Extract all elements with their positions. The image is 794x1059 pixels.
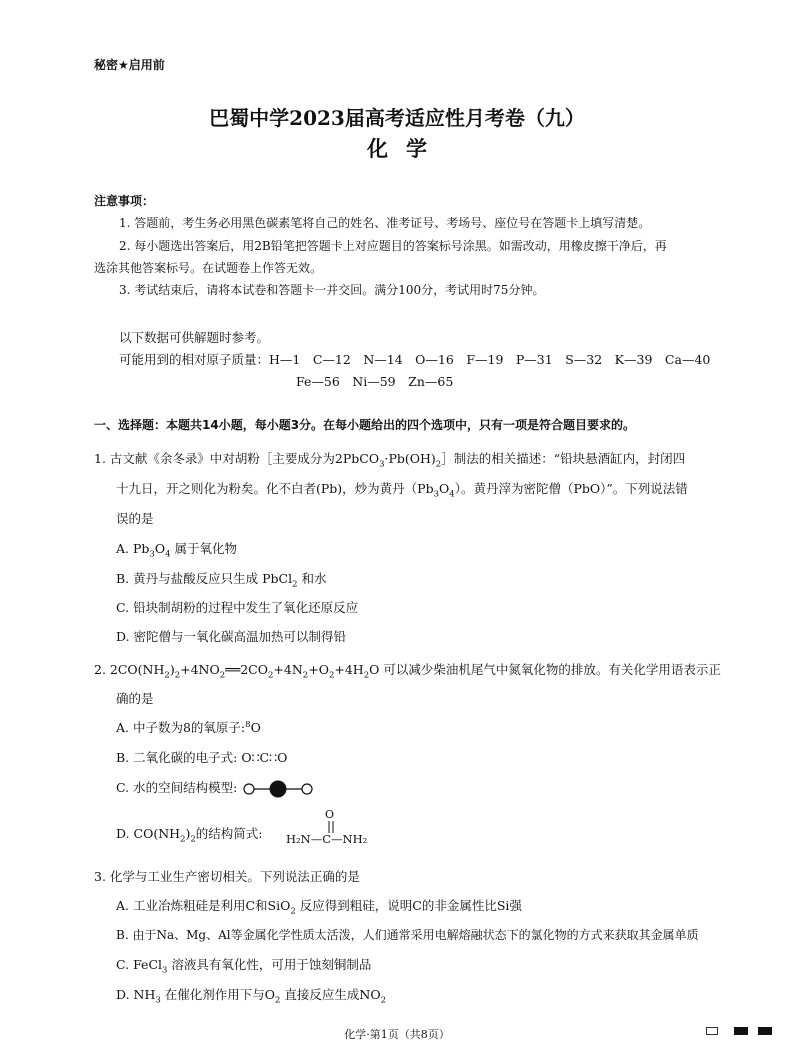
q1-option-a: A. $Pb_3O_4$ 属于氧化物 bbox=[116, 541, 237, 560]
q3-option-b: B. 由于Na、Mg、Al等金属化学性质太活泼，人们通常采用电解熔融状态下的氯化物的方式来获取其金属单质 bbox=[116, 928, 699, 942]
filled-square-icon bbox=[758, 1027, 772, 1035]
q3-option-c: C. FeCl$_3$ 溶液具有氧化性，可用于蚀刻铜制品 bbox=[116, 957, 372, 976]
q3-option-d: D. $NH_3$ 在催化剂作用下与$O_2$ 直接反应生成$NO_2$ bbox=[116, 987, 387, 1006]
q1-stem-line1: 1. 古文献《余冬录》中对胡粉［主要成分为$2PbCO_3\cdot Pb(OH)_2]$制法的相关描述：“铅块悬酒缸内，封闭四 bbox=[94, 451, 686, 470]
q1-option-c: C. 铅块制胡粉的过程中发生了氧化还原反应 bbox=[116, 600, 359, 615]
section-heading: 一、选择题：本题共14小题，每小题3分。在每小题给出的四个选项中，只有一项是符合题目要求的。 bbox=[94, 418, 636, 432]
q2-stem-line1: 2. $2CO(NH_2)_2+4NO_2══2CO_2+4N_2+O_2+4H_2O$ 可以减少柴油机尾气中氮氧化物的排放。有关化学用语表示正 bbox=[94, 662, 721, 681]
notice-item-cont: 选涂其他答案标号。在试题卷上作答无效。 bbox=[94, 261, 323, 275]
exam-title: 巴蜀中学2023届高考适应性月考卷（九） bbox=[209, 106, 585, 130]
co2-electron-formula: O∷C∷O bbox=[241, 750, 288, 765]
q1-option-d: D. 密陀僧与一氧化碳高温加热可以制得铅 bbox=[116, 629, 347, 644]
q3-stem: 3. 化学与工业生产密切相关。下列说法正确的是 bbox=[94, 869, 360, 884]
q1-stem-line2: 十九日，开之则化为粉矣。化不白者(Pb)，炒为黄丹$(Pb_3O_4)$。黄丹滓为密陀僧（PbO）”。下列说法错 bbox=[116, 481, 688, 500]
urea-structure: H₂N—C—NH₂ bbox=[286, 832, 368, 846]
q1-option-b: B. 黄丹与盐酸反应只生成 PbCl$_2$ 和水 bbox=[116, 571, 327, 590]
page-footer: 化学·第1页（共8页） bbox=[344, 1028, 450, 1041]
q2-option-c: C. 水的空间结构模型: bbox=[116, 778, 315, 799]
urea-oxygen: O bbox=[325, 808, 335, 821]
q3-option-a: A. 工业冶炼粗硅是利用C和SiO$_2$ 反应得到粗硅，说明C的非金属性比Si强 bbox=[116, 898, 522, 917]
q1-stem-line3: 误的是 bbox=[116, 511, 154, 526]
notice-item: 3. 考试结束后，请将本试卷和答题卡一并交回。满分100分，考试用时75分钟。 bbox=[119, 283, 545, 297]
filled-square-icon bbox=[734, 1027, 748, 1035]
atomic-masses: 可能用到的相对原子质量：H—1 C—12 N—14 O—16 F—19 P—31 S—32 K—39 Ca—40 bbox=[119, 352, 711, 367]
q2-option-b: B. 二氧化碳的电子式: O∷C∷O bbox=[116, 750, 288, 765]
water-model-icon bbox=[241, 779, 315, 799]
subject-title: 化学 bbox=[367, 136, 445, 161]
notice-item: 2. 每小题选出答案后，用2B铅笔把答题卡上对应题目的答案标号涂黑。如需改动，用橡皮擦干净后，再 bbox=[119, 239, 667, 253]
notice-item: 1. 答题前，考生务必用黑色碳素笔将自己的姓名、准考证号、考场号、座位号在答题卡上填写清楚。 bbox=[119, 216, 651, 230]
q2-stem-line2: 确的是 bbox=[116, 691, 154, 706]
secret-label: 秘密★启用前 bbox=[94, 58, 165, 72]
atomic-masses-cont: Fe—56 Ni—59 Zn—65 bbox=[296, 374, 454, 389]
blank-square-icon bbox=[706, 1027, 718, 1035]
reference-intro: 以下数据可供解题时参考。 bbox=[119, 330, 270, 345]
q2-option-a: A. 中子数为8的氧原子:$^8$O bbox=[116, 719, 261, 735]
notice-heading: 注意事项： bbox=[94, 194, 155, 208]
